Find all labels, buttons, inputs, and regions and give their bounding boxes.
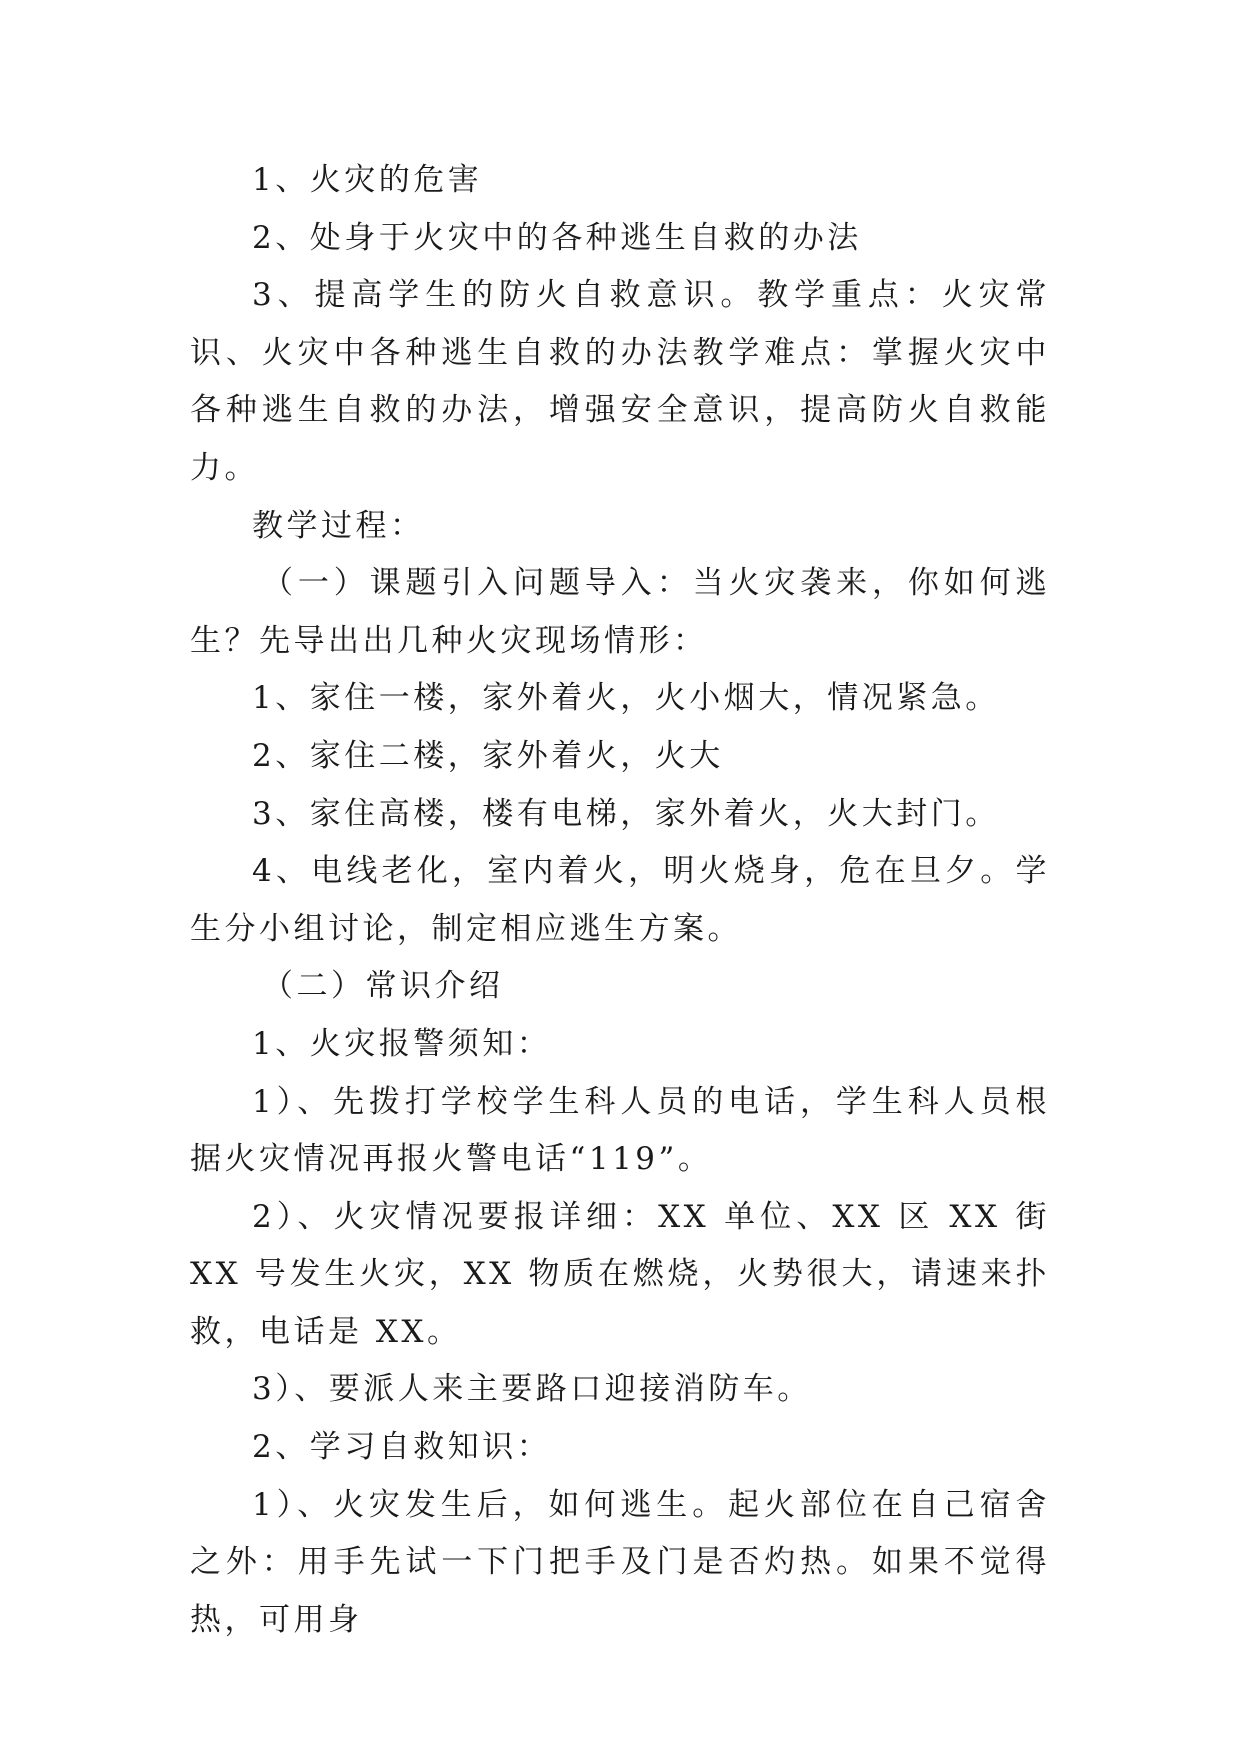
document-body (190, 152, 1050, 1649)
paragraph-self-rescue-heading: 2、学习自救知识： (252, 1429, 552, 1466)
paragraph-scenario-2: 2、家住二楼，家外着火，火大 (252, 737, 724, 774)
paragraph-scenario-1: 1、家住一楼，家外着火，火小烟大，情况紧急。 (252, 680, 1000, 717)
paragraph-item-1: 1、火灾的危害 (252, 162, 483, 198)
paragraph-alarm-step-1: 1）、先拨打学校学生科人员的电话，学生科人员根据火灾情况再报火警电话“119”。 (190, 1083, 1050, 1178)
paragraph-fire-alarm-heading: 1、火灾报警须知： (252, 1025, 552, 1062)
paragraph-teaching-process-heading: 教学过程： (252, 507, 425, 544)
paragraph-section-one: （一）课题引入问题导入：当火灾袭来，你如何逃生？先导出出几种火灾现场情形： (190, 565, 1050, 659)
paragraph-section-two: （二）常识介绍 (262, 968, 504, 1005)
paragraph-scenario-4: 4、电线老化，室内着火，明火烧身，危在旦夕。学生分小组讨论，制定相应逃生方案。 (190, 853, 1050, 947)
paragraph-scenario-3: 3、家住高楼，楼有电梯，家外着火，火大封门。 (252, 795, 1000, 832)
paragraph-teaching-focus: 3、提高学生的防火自救意识。教学重点：火灾常识、火灾中各种逃生自救的办法教学难点：掌握火灾中各种逃生自救的办法，增强安全意识，提高防火自救能力。 (190, 277, 1050, 486)
paragraph-alarm-step-3: 3）、要派人来主要路口迎接消防车。 (252, 1371, 812, 1408)
paragraph-alarm-step-2: 2）、火灾情况要报详细：XX 单位、XX 区 XX 街 XX 号发生火灾，XX 物质在燃烧，火势很大，请速来扑救，电话是 XX。 (190, 1198, 1050, 1350)
paragraph-escape-step-1: 1）、火灾发生后，如何逃生。起火部位在自己宿舍之外：用手先试一下门把手及门是否灼热。如果不觉得热，可用身 (190, 1486, 1050, 1638)
paragraph-item-2: 2、处身于火灾中的各种逃生自救的办法 (252, 219, 862, 256)
